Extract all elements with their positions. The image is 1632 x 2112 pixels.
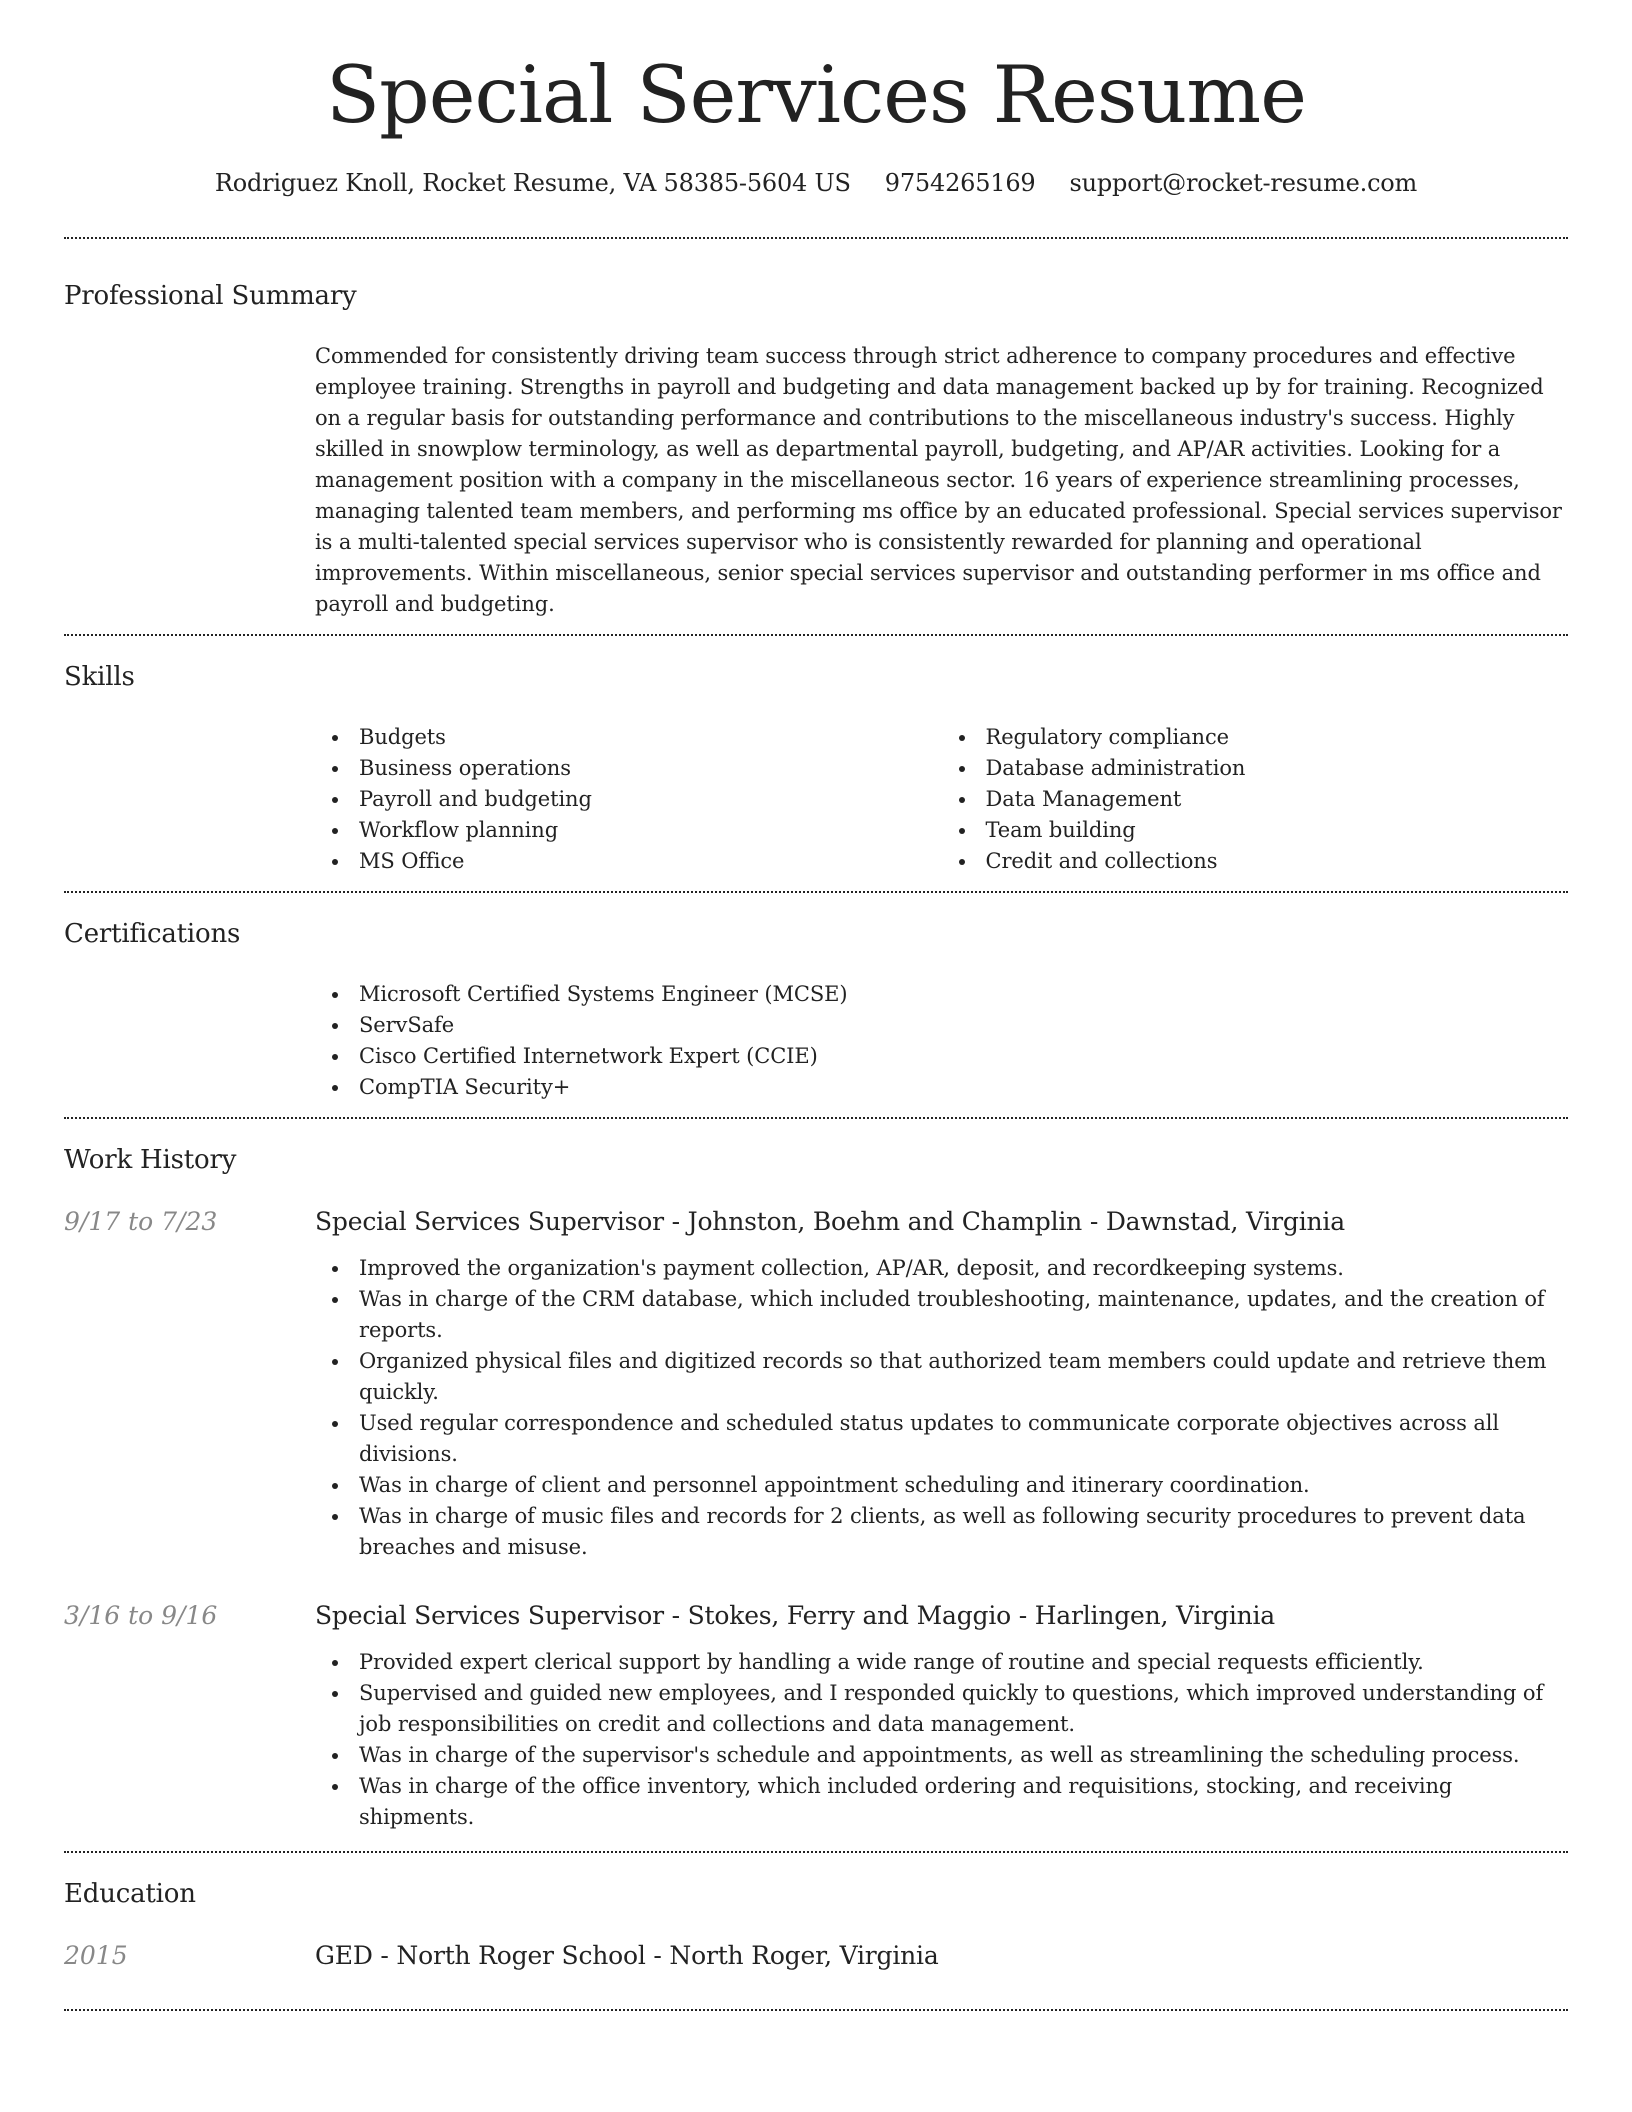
education-year: 2015 bbox=[64, 1940, 128, 1970]
education-school: - North Roger School - North Roger, Virginia bbox=[372, 1940, 939, 1970]
job-bullet: Was in charge of music files and records for 2 clients, as well as following security procedures to prevent data breaches and misuse. bbox=[315, 1501, 1568, 1563]
skill-item: Workflow planning bbox=[315, 815, 942, 846]
certifications-body bbox=[315, 979, 1568, 1103]
job-dates: 3/16 to 9/16 bbox=[64, 1600, 218, 1630]
job-title: Special Services Supervisor bbox=[315, 1206, 664, 1236]
education-heading: Education bbox=[64, 1878, 196, 1909]
section-divider bbox=[64, 2009, 1568, 2011]
certifications-section bbox=[64, 893, 1568, 1117]
contact-address: Rodriguez Knoll, Rocket Resume, VA 58385-5604 US bbox=[214, 168, 851, 197]
job-entry bbox=[64, 1205, 1568, 1563]
skill-item: Database administration bbox=[942, 753, 1569, 784]
skills-heading: Skills bbox=[64, 661, 135, 692]
skills-section bbox=[64, 636, 1568, 891]
summary-text: Commended for consistently driving team success through strict adherence to company procedures and effective employee training. Strengths in payroll and budgeting and data management backed up by for training. Recognized on a regular basis for outstanding performance and contributions to the miscellaneous industry's success. Highly skilled in snowplow terminology, as well as departmental payroll, budgeting, and AP/AR activities. Looking for a management position with a company in the miscellaneous sector. 16 years of experience streamlining processes, managing talented team members, and performing ms office by an educated professional. Special services supervisor is a multi-talented special services supervisor who is consistently rewarded for planning and operational improvements. Within miscellaneous, senior special services supervisor and outstanding performer in ms office and payroll and budgeting. bbox=[315, 343, 1562, 616]
job-heading bbox=[315, 1205, 1568, 1239]
skills-grid bbox=[315, 722, 1568, 877]
summary-body bbox=[315, 341, 1568, 620]
skill-item: Regulatory compliance bbox=[942, 722, 1569, 753]
job-entry bbox=[64, 1599, 1568, 1833]
job-bullet: Used regular correspondence and scheduled status updates to communicate corporate objectives across all divisions. bbox=[315, 1408, 1568, 1470]
job-bullet: Was in charge of client and personnel appointment scheduling and itinerary coordination. bbox=[315, 1470, 1568, 1501]
education-entry bbox=[64, 1939, 1568, 1987]
skills-list-right bbox=[942, 722, 1569, 877]
skill-item: MS Office bbox=[315, 846, 942, 877]
contact-email: support@rocket-resume.com bbox=[1069, 168, 1418, 197]
skill-item: Budgets bbox=[315, 722, 942, 753]
certifications-list bbox=[315, 979, 1568, 1103]
job-details bbox=[315, 1205, 1568, 1563]
certifications-heading: Certifications bbox=[64, 918, 241, 949]
education-section bbox=[64, 1853, 1568, 2009]
skill-item: Credit and collections bbox=[942, 846, 1569, 877]
skill-item: Data Management bbox=[942, 784, 1569, 815]
summary-section bbox=[64, 239, 1568, 634]
job-bullet: Was in charge of the CRM database, which included troubleshooting, maintenance, updates, and the creation of reports. bbox=[315, 1284, 1568, 1346]
job-bullet: Supervised and guided new employees, and I responded quickly to questions, which improved understanding of job responsibilities on credit and collections and data management. bbox=[315, 1678, 1568, 1740]
job-heading bbox=[315, 1599, 1568, 1633]
job-bullets bbox=[315, 1253, 1568, 1563]
skill-item: Payroll and budgeting bbox=[315, 784, 942, 815]
job-bullet: Organized physical files and digitized records so that authorized team members could update and retrieve them quickly. bbox=[315, 1346, 1568, 1408]
education-degree: GED bbox=[315, 1940, 373, 1970]
job-bullet: Was in charge of the supervisor's schedule and appointments, as well as streamlining the scheduling process. bbox=[315, 1740, 1568, 1771]
work-history-section bbox=[64, 1119, 1568, 1851]
education-details bbox=[315, 1939, 1568, 1987]
skill-item: Team building bbox=[942, 815, 1569, 846]
job-bullet: Improved the organization's payment collection, AP/AR, deposit, and recordkeeping systems. bbox=[315, 1253, 1568, 1284]
skill-item: Business operations bbox=[315, 753, 942, 784]
certification-item: Microsoft Certified Systems Engineer (MCSE) bbox=[315, 979, 1568, 1010]
certification-item: Cisco Certified Internetwork Expert (CCIE) bbox=[315, 1041, 1568, 1072]
job-employer: - Johnston, Boehm and Champlin - Dawnstad, Virginia bbox=[663, 1206, 1345, 1236]
job-title: Special Services Supervisor bbox=[315, 1600, 664, 1630]
resume-title: Special Services Resume bbox=[326, 49, 1306, 141]
certification-item: CompTIA Security+ bbox=[315, 1072, 1568, 1103]
education-heading-line bbox=[315, 1939, 1568, 1973]
job-bullet: Provided expert clerical support by handling a wide range of routine and special requests efficiently. bbox=[315, 1647, 1568, 1678]
skills-list-left bbox=[315, 722, 942, 877]
job-details bbox=[315, 1599, 1568, 1833]
job-dates: 9/17 to 7/23 bbox=[64, 1206, 218, 1236]
summary-heading: Professional Summary bbox=[64, 280, 357, 311]
contact-phone: 9754265169 bbox=[884, 168, 1036, 197]
job-bullets bbox=[315, 1647, 1568, 1833]
certification-item: ServSafe bbox=[315, 1010, 1568, 1041]
resume-header bbox=[64, 0, 1568, 197]
contact-line bbox=[64, 169, 1568, 197]
job-bullet: Was in charge of the office inventory, which included ordering and requisitions, stocking, and receiving shipments. bbox=[315, 1771, 1568, 1833]
job-employer: - Stokes, Ferry and Maggio - Harlingen, Virginia bbox=[663, 1600, 1276, 1630]
work-history-heading: Work History bbox=[64, 1144, 237, 1175]
